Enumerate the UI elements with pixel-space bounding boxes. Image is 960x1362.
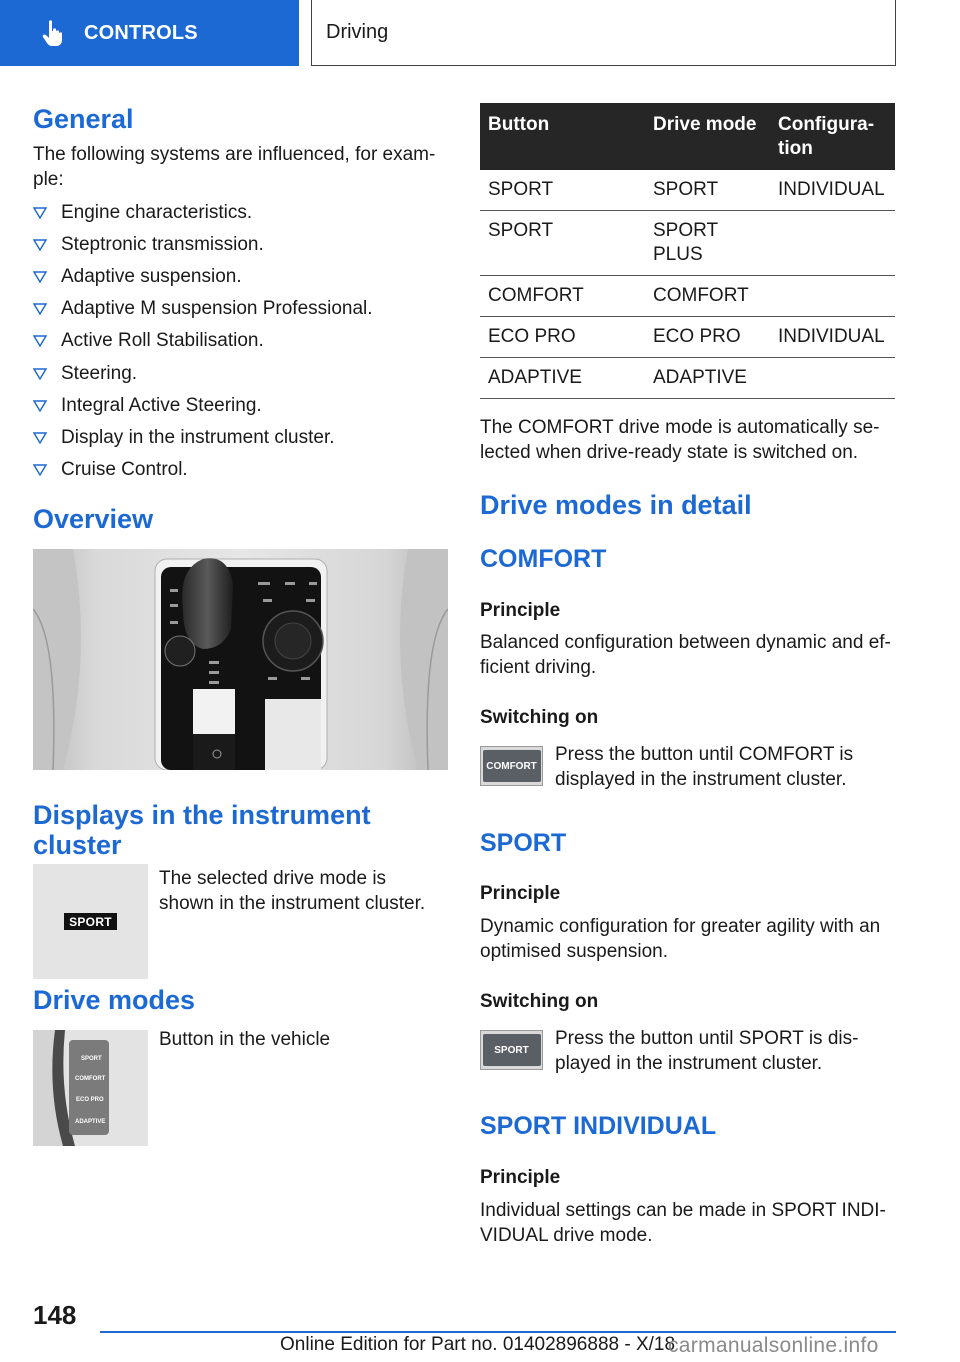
chapter-tab — [311, 0, 896, 66]
drive-mode-buttons-image — [33, 1030, 148, 1146]
list-item — [33, 197, 443, 229]
online-edition-text: Online Edition for Part no. 01402896888 - X/18 — [280, 1334, 676, 1355]
triangle-bullet-icon — [33, 303, 47, 315]
table-row — [480, 317, 895, 358]
comfort-switching-label: Switching on — [480, 707, 599, 728]
watermark: carmanualsonline.info — [668, 1334, 879, 1357]
triangle-bullet-icon — [33, 335, 47, 347]
page-number: 148 — [33, 1300, 77, 1330]
sport-principle-line2: optimised suspension. — [480, 941, 668, 962]
drive-mode-button-comfort: COMFORT — [75, 1076, 106, 1082]
comfort-note-line2: lected when drive-ready state is switched on. — [480, 442, 859, 463]
sport-heading: SPORT — [480, 829, 567, 857]
general-heading: General — [33, 104, 134, 134]
sport-principle-line1: Dynamic configuration for greater agility with an — [480, 916, 881, 937]
center-console-photo — [33, 549, 448, 770]
list-item — [33, 229, 443, 261]
sport-individual-principle-label: Principle — [480, 1167, 561, 1188]
displays-text-line2: shown in the instrument cluster. — [159, 893, 426, 914]
drive-mode-button-eco-pro: ECO PRO — [76, 1097, 104, 1103]
chapter-label: Driving — [326, 21, 389, 43]
comfort-principle-label: Principle — [480, 600, 561, 621]
list-item — [33, 390, 443, 422]
drive-mode-table — [480, 103, 895, 399]
comfort-note-line1: The COMFORT drive mode is automatically se‐ — [480, 417, 880, 438]
sport-individual-principle-line2: VIDUAL drive mode. — [480, 1225, 653, 1246]
list-item — [33, 325, 443, 357]
drive-modes-text: Button in the vehicle — [159, 1029, 331, 1050]
comfort-button-label: COMFORT — [483, 750, 541, 782]
comfort-button-image — [480, 746, 543, 786]
table-cell: COMFORT — [645, 276, 770, 317]
table-cell: SPORT — [480, 211, 645, 276]
triangle-bullet-icon — [33, 464, 47, 476]
sport-badge: SPORT — [64, 913, 117, 930]
sport-switching-line2: played in the instrument cluster. — [555, 1053, 823, 1074]
drive-modes-detail-heading: Drive modes in detail — [480, 490, 752, 520]
comfort-heading: COMFORT — [480, 545, 607, 573]
table-header-row — [480, 103, 895, 170]
list-item — [33, 454, 443, 486]
table-cell: ADAPTIVE — [480, 358, 645, 399]
section-tab-controls — [0, 0, 299, 66]
table-header-cell: Drive mode — [645, 103, 770, 170]
table-cell: ADAPTIVE — [645, 358, 770, 399]
triangle-bullet-icon — [33, 368, 47, 380]
table-cell — [770, 358, 895, 399]
triangle-bullet-icon — [33, 207, 47, 219]
drive-modes-heading: Drive modes — [33, 985, 196, 1015]
table-cell: COMFORT — [480, 276, 645, 317]
list-item — [33, 422, 443, 454]
list-item-text: Integral Active Steering. — [61, 394, 262, 416]
list-item — [33, 261, 443, 293]
triangle-bullet-icon — [33, 239, 47, 251]
list-item-text: Steering. — [61, 362, 138, 384]
displays-heading-line2: cluster — [33, 830, 122, 860]
table-cell: ECO PRO — [480, 317, 645, 358]
list-item-text: Steptronic transmission. — [61, 234, 264, 256]
sport-button-label: SPORT — [483, 1034, 541, 1066]
table-row — [480, 170, 895, 211]
table-cell — [770, 211, 895, 276]
section-label: CONTROLS — [84, 21, 198, 44]
displays-text-line1: The selected drive mode is — [159, 868, 387, 889]
triangle-bullet-icon — [33, 432, 47, 444]
list-item-text: Engine characteristics. — [61, 202, 253, 224]
sport-switching-label: Switching on — [480, 991, 599, 1012]
list-item-text: Adaptive M suspension Professional. — [61, 298, 373, 320]
drive-mode-button-sport: SPORT — [81, 1056, 102, 1062]
table-header-cell: Button — [480, 103, 645, 170]
general-intro-line1: The following systems are influenced, for exam‐ — [33, 144, 436, 165]
table-cell — [770, 276, 895, 317]
drive-mode-button-adaptive: ADAPTIVE — [75, 1119, 106, 1125]
comfort-principle-line2: ficient driving. — [480, 657, 597, 678]
sport-individual-principle-line1: Individual settings can be made in SPORT INDI‐ — [480, 1200, 886, 1221]
comfort-principle-line1: Balanced configuration between dynamic and ef‐ — [480, 632, 891, 653]
comfort-switching-line1: Press the button until COMFORT is — [555, 744, 854, 765]
table-row — [480, 358, 895, 399]
list-item-text: Active Roll Stabilisation. — [61, 330, 264, 352]
list-item-text: Cruise Control. — [61, 458, 188, 480]
table-cell: SPORT — [480, 170, 645, 211]
sport-principle-label: Principle — [480, 883, 561, 904]
table-cell: SPORT — [645, 170, 770, 211]
table-row — [480, 276, 895, 317]
triangle-bullet-icon — [33, 271, 47, 283]
table-header-cell: Configura‐ tion — [770, 103, 895, 170]
comfort-switching-line2: displayed in the instrument cluster. — [555, 769, 847, 790]
sport-switching-line1: Press the button until SPORT is dis‐ — [555, 1028, 859, 1049]
list-item — [33, 293, 443, 325]
list-item — [33, 357, 443, 389]
general-intro-line2: ple: — [33, 169, 64, 190]
cluster-display-image — [33, 864, 148, 979]
sport-individual-heading: SPORT INDIVIDUAL — [480, 1112, 717, 1140]
table-row — [480, 211, 895, 276]
table-cell: INDIVIDUAL — [770, 170, 895, 211]
list-item-text: Display in the instrument cluster. — [61, 426, 335, 448]
list-item-text: Adaptive suspension. — [61, 266, 242, 288]
displays-heading-line1: Displays in the instrument — [33, 800, 371, 830]
table-cell: INDIVIDUAL — [770, 317, 895, 358]
hand-pointer-icon — [38, 18, 68, 48]
sport-button-image — [480, 1030, 543, 1070]
overview-heading: Overview — [33, 504, 154, 534]
triangle-bullet-icon — [33, 400, 47, 412]
table-cell: SPORT PLUS — [645, 211, 770, 276]
table-cell: ECO PRO — [645, 317, 770, 358]
footer-divider — [100, 1331, 896, 1333]
influenced-systems-list — [33, 197, 443, 486]
